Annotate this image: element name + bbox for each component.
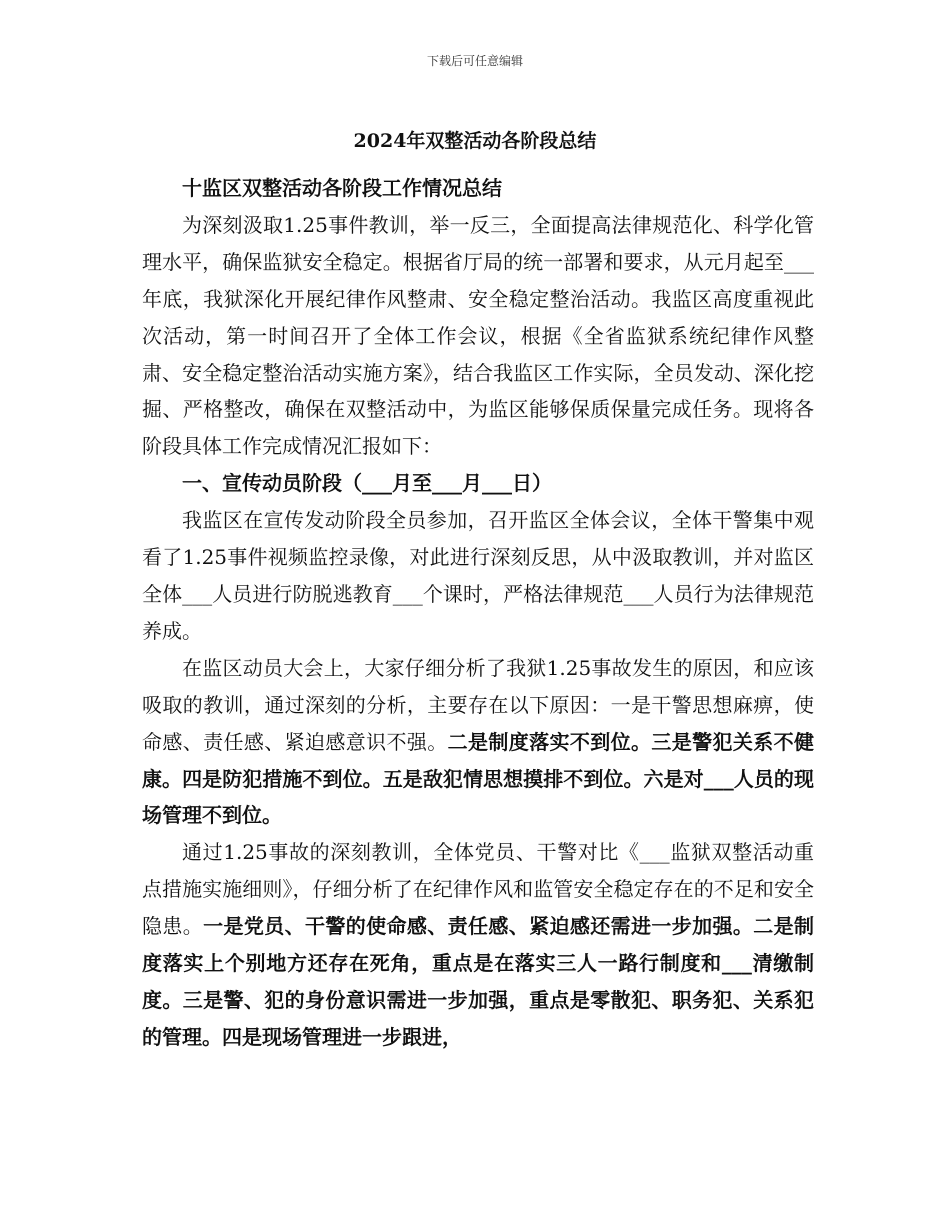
section1-paragraph-2 bbox=[142, 650, 814, 835]
section1-heading: 一、宣传动员阶段（___月至___月___日） bbox=[182, 471, 552, 496]
document-body bbox=[142, 170, 814, 1056]
header-note: 下载后可任意编辑 bbox=[426, 54, 523, 68]
section1-paragraph-3-bold: 一是党员、干警的使命感、责任感、紧迫感还需进一步加强。二是制度落实上个别地方还存在死角，重点是在落实三人一路行制度和___清缴制度。三是警、犯的身份意识需进一步加强，重点是零散犯、职务犯、关系犯的管理。四是现场管理进一步跟进， bbox=[142, 914, 814, 1049]
section1-paragraph-1: 我监区在宣传发动阶段全员参加，召开监区全体会议，全体干警集中观看了1.25事件视频监控录像，对此进行深刻反思，从中汲取教训，并对监区全体___人员进行防脱逃教育___个课时，严格法律规范___人员行为法律规范养成。 bbox=[142, 508, 814, 643]
section1-paragraph-3 bbox=[142, 834, 814, 1055]
document-title: 2024年双整活动各阶段总结 bbox=[353, 130, 597, 152]
intro-paragraph: 为深刻汲取1.25事件教训，举一反三，全面提高法律规范化、科学化管理水平，确保监狱安全稳定。根据省厅局的统一部署和要求，从元月起至___年底，我狱深化开展纪律作风整肃、安全稳定整治活动。我监区高度重视此次活动，第一时间召开了全体工作会议，根据《全省监狱系统纪律作风整肃、安全稳定整治活动实施方案》，结合我监区工作实际，全员发动、深化挖掘、严格整改，确保在双整活动中，为监区能够保质保量完成任务。现将各阶段具体工作完成情况汇报如下： bbox=[142, 212, 814, 459]
document-subtitle: 十监区双整活动各阶段工作情况总结 bbox=[182, 176, 502, 200]
section1-paragraph-3-text: 通过1.25事故的深刻教训，全体党员、干警对比《___监狱双整活动重点措施实施细则》，仔细分析了在纪律作风和监管安全稳定存在的不足和安全隐患。 bbox=[142, 840, 814, 939]
section1-paragraph-2-text: 在监区动员大会上，大家仔细分析了我狱1.25事故发生的原因，和应该吸取的教训，通过深刻的分析，主要存在以下原因：一是干警思想麻痹，使命感、责任感、紧迫感意识不强。 bbox=[142, 655, 814, 754]
section1-paragraph-2-bold: 二是制度落实不到位。三是警犯关系不健康。四是防犯措施不到位。五是敌犯情思想摸排不到位。六是对___人员的现场管理不到位。 bbox=[142, 729, 814, 828]
